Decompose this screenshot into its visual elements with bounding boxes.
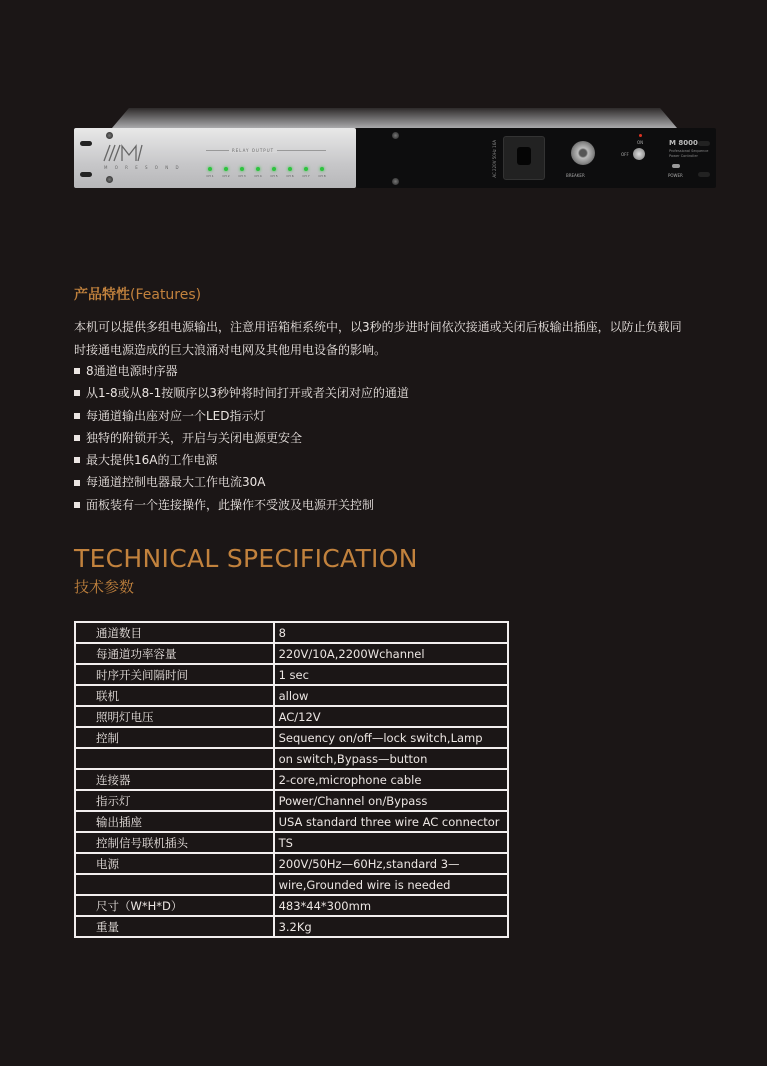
spec-value: Sequency on/off—lock switch,Lamp	[274, 727, 508, 748]
socket-rating-label: AC 220V 50Hz 16A	[492, 140, 497, 178]
spec-key: 照明灯电压	[75, 706, 274, 727]
channel-led: CH 5	[270, 167, 278, 178]
table-row	[75, 685, 508, 706]
device-front-silver	[74, 128, 356, 188]
screw	[106, 176, 113, 183]
table-row	[75, 832, 508, 853]
list-item: 最大提供16A的工作电源	[74, 449, 409, 471]
spec-value: 200V/50Hz—60Hz,standard 3—	[274, 853, 508, 874]
spec-value: USA standard three wire AC connector	[274, 811, 508, 832]
device-front-panel	[74, 128, 716, 188]
spec-key: 每通道功率容量	[75, 643, 274, 664]
relay-output-label: RELAY OUTPUT	[229, 148, 277, 153]
spec-key	[75, 748, 274, 769]
spec-value: 1 sec	[274, 664, 508, 685]
channel-leds	[206, 167, 326, 178]
power-indicator-icon	[639, 134, 642, 137]
features-list	[74, 360, 409, 516]
channel-led: CH 2	[222, 167, 230, 178]
breaker-label: BREAKER	[566, 173, 585, 178]
spec-key: 指示灯	[75, 790, 274, 811]
channel-led: CH 7	[302, 167, 310, 178]
channel-led: CH 4	[254, 167, 262, 178]
device-front-black	[356, 128, 716, 188]
device-top-panel	[112, 108, 677, 128]
power-button-icon	[672, 164, 680, 168]
table-row	[75, 916, 508, 937]
list-item: 每通道控制电器最大工作电流30A	[74, 471, 409, 493]
spec-value: 3.2Kg	[274, 916, 508, 937]
table-row	[75, 727, 508, 748]
channel-led: CH 8	[318, 167, 326, 178]
model-name: M 8000	[669, 139, 698, 147]
list-item: 面板装有一个连接操作，此操作不受波及电源开关控制	[74, 494, 409, 516]
table-row	[75, 622, 508, 643]
spec-value: 8	[274, 622, 508, 643]
spec-value: on switch,Bypass—button	[274, 748, 508, 769]
screw	[392, 132, 399, 139]
bullet-icon	[74, 502, 80, 508]
table-row	[75, 643, 508, 664]
breaker-icon	[571, 141, 595, 165]
list-item: 独特的附锁开关，开启与关闭电源更安全	[74, 427, 409, 449]
rack-ear-hole	[80, 141, 92, 146]
table-row	[75, 664, 508, 685]
spec-key: 重量	[75, 916, 274, 937]
model-description: Professional Sequence Power Controller	[669, 149, 709, 158]
table-row	[75, 853, 508, 874]
rack-ear-hole	[698, 172, 710, 177]
bullet-icon	[74, 413, 80, 419]
spec-value: AC/12V	[274, 706, 508, 727]
rack-ear-hole	[80, 172, 92, 177]
spec-value: 2-core,microphone cable	[274, 769, 508, 790]
channel-led: CH 6	[286, 167, 294, 178]
product-image	[74, 108, 716, 192]
table-row	[75, 706, 508, 727]
screw	[106, 132, 113, 139]
power-label: POWER	[668, 173, 683, 178]
bullet-icon	[74, 480, 80, 486]
spec-value: wire,Grounded wire is needed	[274, 874, 508, 895]
brand-logo-icon	[102, 143, 144, 163]
spec-value: allow	[274, 685, 508, 706]
table-row	[75, 769, 508, 790]
spec-key: 时序开关间隔时间	[75, 664, 274, 685]
ac-socket	[503, 136, 545, 180]
off-label: OFF	[621, 152, 629, 157]
spec-table	[74, 621, 509, 938]
spec-value: 483*44*300mm	[274, 895, 508, 916]
spec-subheading: 技术参数	[74, 578, 135, 596]
channel-led: CH 1	[206, 167, 214, 178]
bullet-icon	[74, 457, 80, 463]
features-heading	[74, 284, 201, 304]
table-row	[75, 790, 508, 811]
table-row	[75, 748, 508, 769]
spec-key: 尺寸（W*H*D）	[75, 895, 274, 916]
spec-key: 控制信号联机插头	[75, 832, 274, 853]
list-item: 每通道输出座对应一个LED指示灯	[74, 405, 409, 427]
bullet-icon	[74, 390, 80, 396]
spec-key: 电源	[75, 853, 274, 874]
spec-key	[75, 874, 274, 895]
brand-name: M O R E S O N D	[104, 165, 182, 170]
spec-value: TS	[274, 832, 508, 853]
table-row	[75, 874, 508, 895]
channel-led: CH 3	[238, 167, 246, 178]
list-item: 从1-8或从8-1按顺序以3秒钟将时间打开或者关闭对应的通道	[74, 382, 409, 404]
bullet-icon	[74, 435, 80, 441]
table-row	[75, 811, 508, 832]
rack-ear-hole	[698, 141, 710, 146]
screw	[392, 178, 399, 185]
spec-key: 通道数目	[75, 622, 274, 643]
spec-key: 联机	[75, 685, 274, 706]
spec-value: Power/Channel on/Bypass	[274, 790, 508, 811]
key-switch-icon	[633, 148, 645, 160]
spec-value: 220V/10A,2200Wchannel	[274, 643, 508, 664]
table-row	[75, 895, 508, 916]
on-label: ON	[637, 140, 644, 145]
list-item: 8通道电源时序器	[74, 360, 409, 382]
spec-key: 控制	[75, 727, 274, 748]
spec-key: 输出插座	[75, 811, 274, 832]
bullet-icon	[74, 368, 80, 374]
features-title-cn: 产品特性	[74, 287, 130, 303]
features-title-en: (Features)	[130, 287, 202, 303]
spec-heading: TECHNICAL SPECIFICATION	[74, 544, 418, 573]
features-paragraph: 本机可以提供多组电源输出，注意用语箱柜系统中，以3秒的步进时间依次接通或关闭后板输出插座，以防止负载同时接通电源造成的巨大浪涌对电网及其他用电设备的影响。	[74, 320, 682, 357]
spec-key: 连接器	[75, 769, 274, 790]
